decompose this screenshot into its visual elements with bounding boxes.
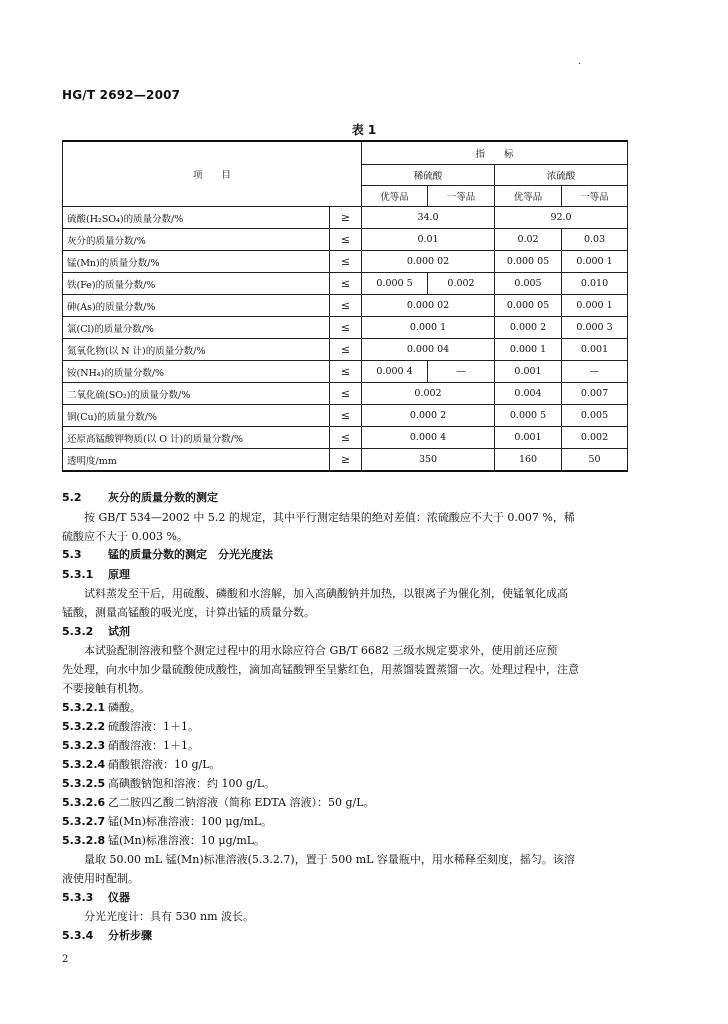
row-item: 氯(Cl)的质量分数/% xyxy=(63,317,330,339)
row-dilute-value: 0.000 2 xyxy=(362,405,495,427)
row-symbol: ≤ xyxy=(330,295,362,317)
table-row xyxy=(63,273,628,295)
item-column-header: 项 目 xyxy=(63,141,362,207)
reagent-number: 5.3.2.5 xyxy=(62,777,106,790)
row-dilute-value: 0.01 xyxy=(362,229,495,251)
table-row xyxy=(63,449,628,472)
reagent-number: 5.3.2.4 xyxy=(62,758,106,771)
dilute-acid-header: 稀硫酸 xyxy=(362,165,495,186)
row-symbol: ≥ xyxy=(330,207,362,229)
row-conc-first: 0.000 1 xyxy=(562,295,628,317)
reagent-item xyxy=(62,758,628,772)
section-heading xyxy=(62,929,628,943)
row-conc-superior: 0.001 xyxy=(495,427,562,449)
row-item: 铜(Cu)的质量分数/% xyxy=(63,405,330,427)
page-number: 2 xyxy=(62,954,69,965)
section-number: 5.3.4 xyxy=(62,929,94,942)
dilute-superior-header: 优等品 xyxy=(362,186,428,207)
row-conc-first: 0.000 1 xyxy=(562,251,628,273)
row-item: 铵(NH₄)的质量分数/% xyxy=(63,361,330,383)
section-title: 仪器 xyxy=(108,891,130,904)
paragraph-line: 试料蒸发至干后，用硫酸、磷酸和水溶解，加入高碘酸钠并加热，以银离子为催化剂，使锰氧化成高 xyxy=(84,587,568,600)
reagent-number: 5.3.2.8 xyxy=(62,834,106,847)
row-symbol: ≥ xyxy=(330,449,362,472)
reagent-text: 高碘酸钠饱和溶液：约 100 g/L。 xyxy=(108,777,276,790)
row-symbol: ≤ xyxy=(330,339,362,361)
row-symbol: ≤ xyxy=(330,317,362,339)
row-conc-superior: 160 xyxy=(495,449,562,472)
row-item: 锰(Mn)的质量分数/% xyxy=(63,251,330,273)
section-number: 5.3.1 xyxy=(62,568,94,581)
row-dilute-value: 0.000 02 xyxy=(362,251,495,273)
table-row xyxy=(63,317,628,339)
reagent-item xyxy=(62,834,628,848)
corner-mark: . xyxy=(578,56,582,67)
row-item: 还原高锰酸钾物质(以 O 计)的质量分数/% xyxy=(63,427,330,449)
row-dilute-value: 0.000 02 xyxy=(362,295,495,317)
section-title: 原理 xyxy=(108,568,130,581)
paragraph-line: 量取 50.00 mL 锰(Mn)标准溶液(5.3.2.7)，置于 500 mL 容量瓶中，用水稀释至刻度，摇匀。该溶 xyxy=(84,853,575,866)
reagent-number: 5.3.2.2 xyxy=(62,720,106,733)
paragraph-line: 本试验配制溶液和整个测定过程中的用水除应符合 GB/T 6682 三级水规定要求外，使用前还应预 xyxy=(84,644,558,657)
row-conc-superior: 0.005 xyxy=(495,273,562,295)
reagent-text: 锰(Mn)标准溶液：100 μg/mL。 xyxy=(108,815,273,828)
row-symbol: ≤ xyxy=(330,405,362,427)
row-conc-superior: 0.02 xyxy=(495,229,562,251)
section-title: 分析步骤 xyxy=(108,929,152,942)
paragraph-line: 不要接触有机物。 xyxy=(62,682,150,695)
table-row xyxy=(63,295,628,317)
row-item: 灰分的质量分数/% xyxy=(63,229,330,251)
row-conc-first: 0.005 xyxy=(562,405,628,427)
reagent-text: 硫酸溶液：1＋1。 xyxy=(108,720,199,733)
section-number: 5.3.3 xyxy=(62,891,94,904)
standard-code: HG/T 2692—2007 xyxy=(62,88,181,102)
section-number: 5.2 xyxy=(62,491,82,504)
reagent-text: 硝酸银溶液：10 g/L。 xyxy=(108,758,221,771)
row-dilute-first: — xyxy=(428,361,495,383)
table-row xyxy=(63,383,628,405)
conc-acid-header: 浓硫酸 xyxy=(495,165,628,186)
row-conc-first: 0.000 3 xyxy=(562,317,628,339)
reagent-text: 锰(Mn)标准溶液：10 μg/mL。 xyxy=(108,834,266,847)
row-conc-first: 0.03 xyxy=(562,229,628,251)
row-conc-first: 0.002 xyxy=(562,427,628,449)
section-number: 5.3 xyxy=(62,548,82,561)
row-conc-first: 0.001 xyxy=(562,339,628,361)
table-row xyxy=(63,229,628,251)
row-conc-first: 0.010 xyxy=(562,273,628,295)
row-item: 氮氧化物(以 N 计)的质量分数/% xyxy=(63,339,330,361)
conc-superior-header: 优等品 xyxy=(495,186,562,207)
reagent-item xyxy=(62,720,628,734)
row-dilute-value: 0.000 04 xyxy=(362,339,495,361)
section-heading xyxy=(62,625,628,639)
row-dilute-first: 0.002 xyxy=(428,273,495,295)
paragraph-line: 先处理，向水中加少量硫酸使成酸性，滴加高锰酸钾至呈紫红色，用蒸馏装置蒸馏一次。处理过程中，注意 xyxy=(62,663,579,676)
row-conc-superior: 0.000 5 xyxy=(495,405,562,427)
row-conc-first: — xyxy=(562,361,628,383)
row-dilute-value: 350 xyxy=(362,449,495,472)
section-heading xyxy=(62,548,628,562)
paragraph-line: 锰酸，测量高锰酸的吸光度，计算出锰的质量分数。 xyxy=(62,606,315,619)
row-item: 硫酸(H₂SO₄)的质量分数/% xyxy=(63,207,330,229)
table-row xyxy=(63,207,628,229)
section-number: 5.3.2 xyxy=(62,625,94,638)
reagent-number: 5.3.2.7 xyxy=(62,815,106,828)
table-row xyxy=(63,339,628,361)
reagent-item xyxy=(62,815,628,829)
reagent-number: 5.3.2.1 xyxy=(62,701,106,714)
row-conc-superior: 0.001 xyxy=(495,361,562,383)
row-conc-superior: 0.000 2 xyxy=(495,317,562,339)
reagent-item xyxy=(62,701,628,715)
row-item: 二氧化硫(SO₂)的质量分数/% xyxy=(63,383,330,405)
section-heading xyxy=(62,568,628,582)
reagent-item xyxy=(62,739,628,753)
row-conc-superior: 0.000 1 xyxy=(495,339,562,361)
row-symbol: ≤ xyxy=(330,383,362,405)
row-symbol: ≤ xyxy=(330,361,362,383)
indicator-header: 指 标 xyxy=(362,141,628,165)
table-caption: 表 1 xyxy=(351,123,377,137)
section-title: 锰的质量分数的测定 分光光度法 xyxy=(108,548,273,561)
section-title: 灰分的质量分数的测定 xyxy=(108,491,218,504)
row-dilute-superior: 0.000 5 xyxy=(362,273,428,295)
row-dilute-value: 0.002 xyxy=(362,383,495,405)
row-item: 砷(As)的质量分数/% xyxy=(63,295,330,317)
row-conc-superior: 0.000 05 xyxy=(495,295,562,317)
section-title: 试剂 xyxy=(108,625,130,638)
row-conc-value: 92.0 xyxy=(495,207,628,229)
table-row xyxy=(63,251,628,273)
row-dilute-superior: 0.000 4 xyxy=(362,361,428,383)
paragraph-line: 按 GB/T 534—2002 中 5.2 的规定，其中平行测定结果的绝对差值：浓硫酸应不大于 0.007 %，稀 xyxy=(84,511,575,524)
row-symbol: ≤ xyxy=(330,229,362,251)
reagent-item xyxy=(62,777,628,791)
row-conc-first: 50 xyxy=(562,449,628,472)
section-heading xyxy=(62,491,628,505)
row-dilute-value: 0.000 4 xyxy=(362,427,495,449)
row-conc-superior: 0.004 xyxy=(495,383,562,405)
table-row xyxy=(63,361,628,383)
reagent-number: 5.3.2.6 xyxy=(62,796,106,809)
row-conc-first: 0.007 xyxy=(562,383,628,405)
reagent-number: 5.3.2.3 xyxy=(62,739,106,752)
reagent-item xyxy=(62,796,628,810)
reagent-text: 乙二胺四乙酸二钠溶液（简称 EDTA 溶液）：50 g/L。 xyxy=(108,796,375,809)
row-symbol: ≤ xyxy=(330,251,362,273)
row-symbol: ≤ xyxy=(330,273,362,295)
row-dilute-value: 0.000 1 xyxy=(362,317,495,339)
row-conc-superior: 0.000 05 xyxy=(495,251,562,273)
conc-first-header: 一等品 xyxy=(562,186,628,207)
specification-table xyxy=(62,140,628,472)
section-heading xyxy=(62,891,628,905)
row-item: 铁(Fe)的质量分数/% xyxy=(63,273,330,295)
paragraph-line: 液使用时配制。 xyxy=(62,872,139,885)
table-row xyxy=(63,427,628,449)
paragraph-line: 分光光度计：具有 530 nm 波长。 xyxy=(84,910,254,923)
row-item: 透明度/mm xyxy=(63,449,330,472)
reagent-text: 磷酸。 xyxy=(108,701,141,714)
row-dilute-value: 34.0 xyxy=(362,207,495,229)
reagent-text: 硝酸溶液：1＋1。 xyxy=(108,739,199,752)
paragraph-line: 硫酸应不大于 0.003 %。 xyxy=(62,530,188,543)
dilute-first-header: 一等品 xyxy=(428,186,495,207)
row-symbol: ≤ xyxy=(330,427,362,449)
table-row xyxy=(63,405,628,427)
